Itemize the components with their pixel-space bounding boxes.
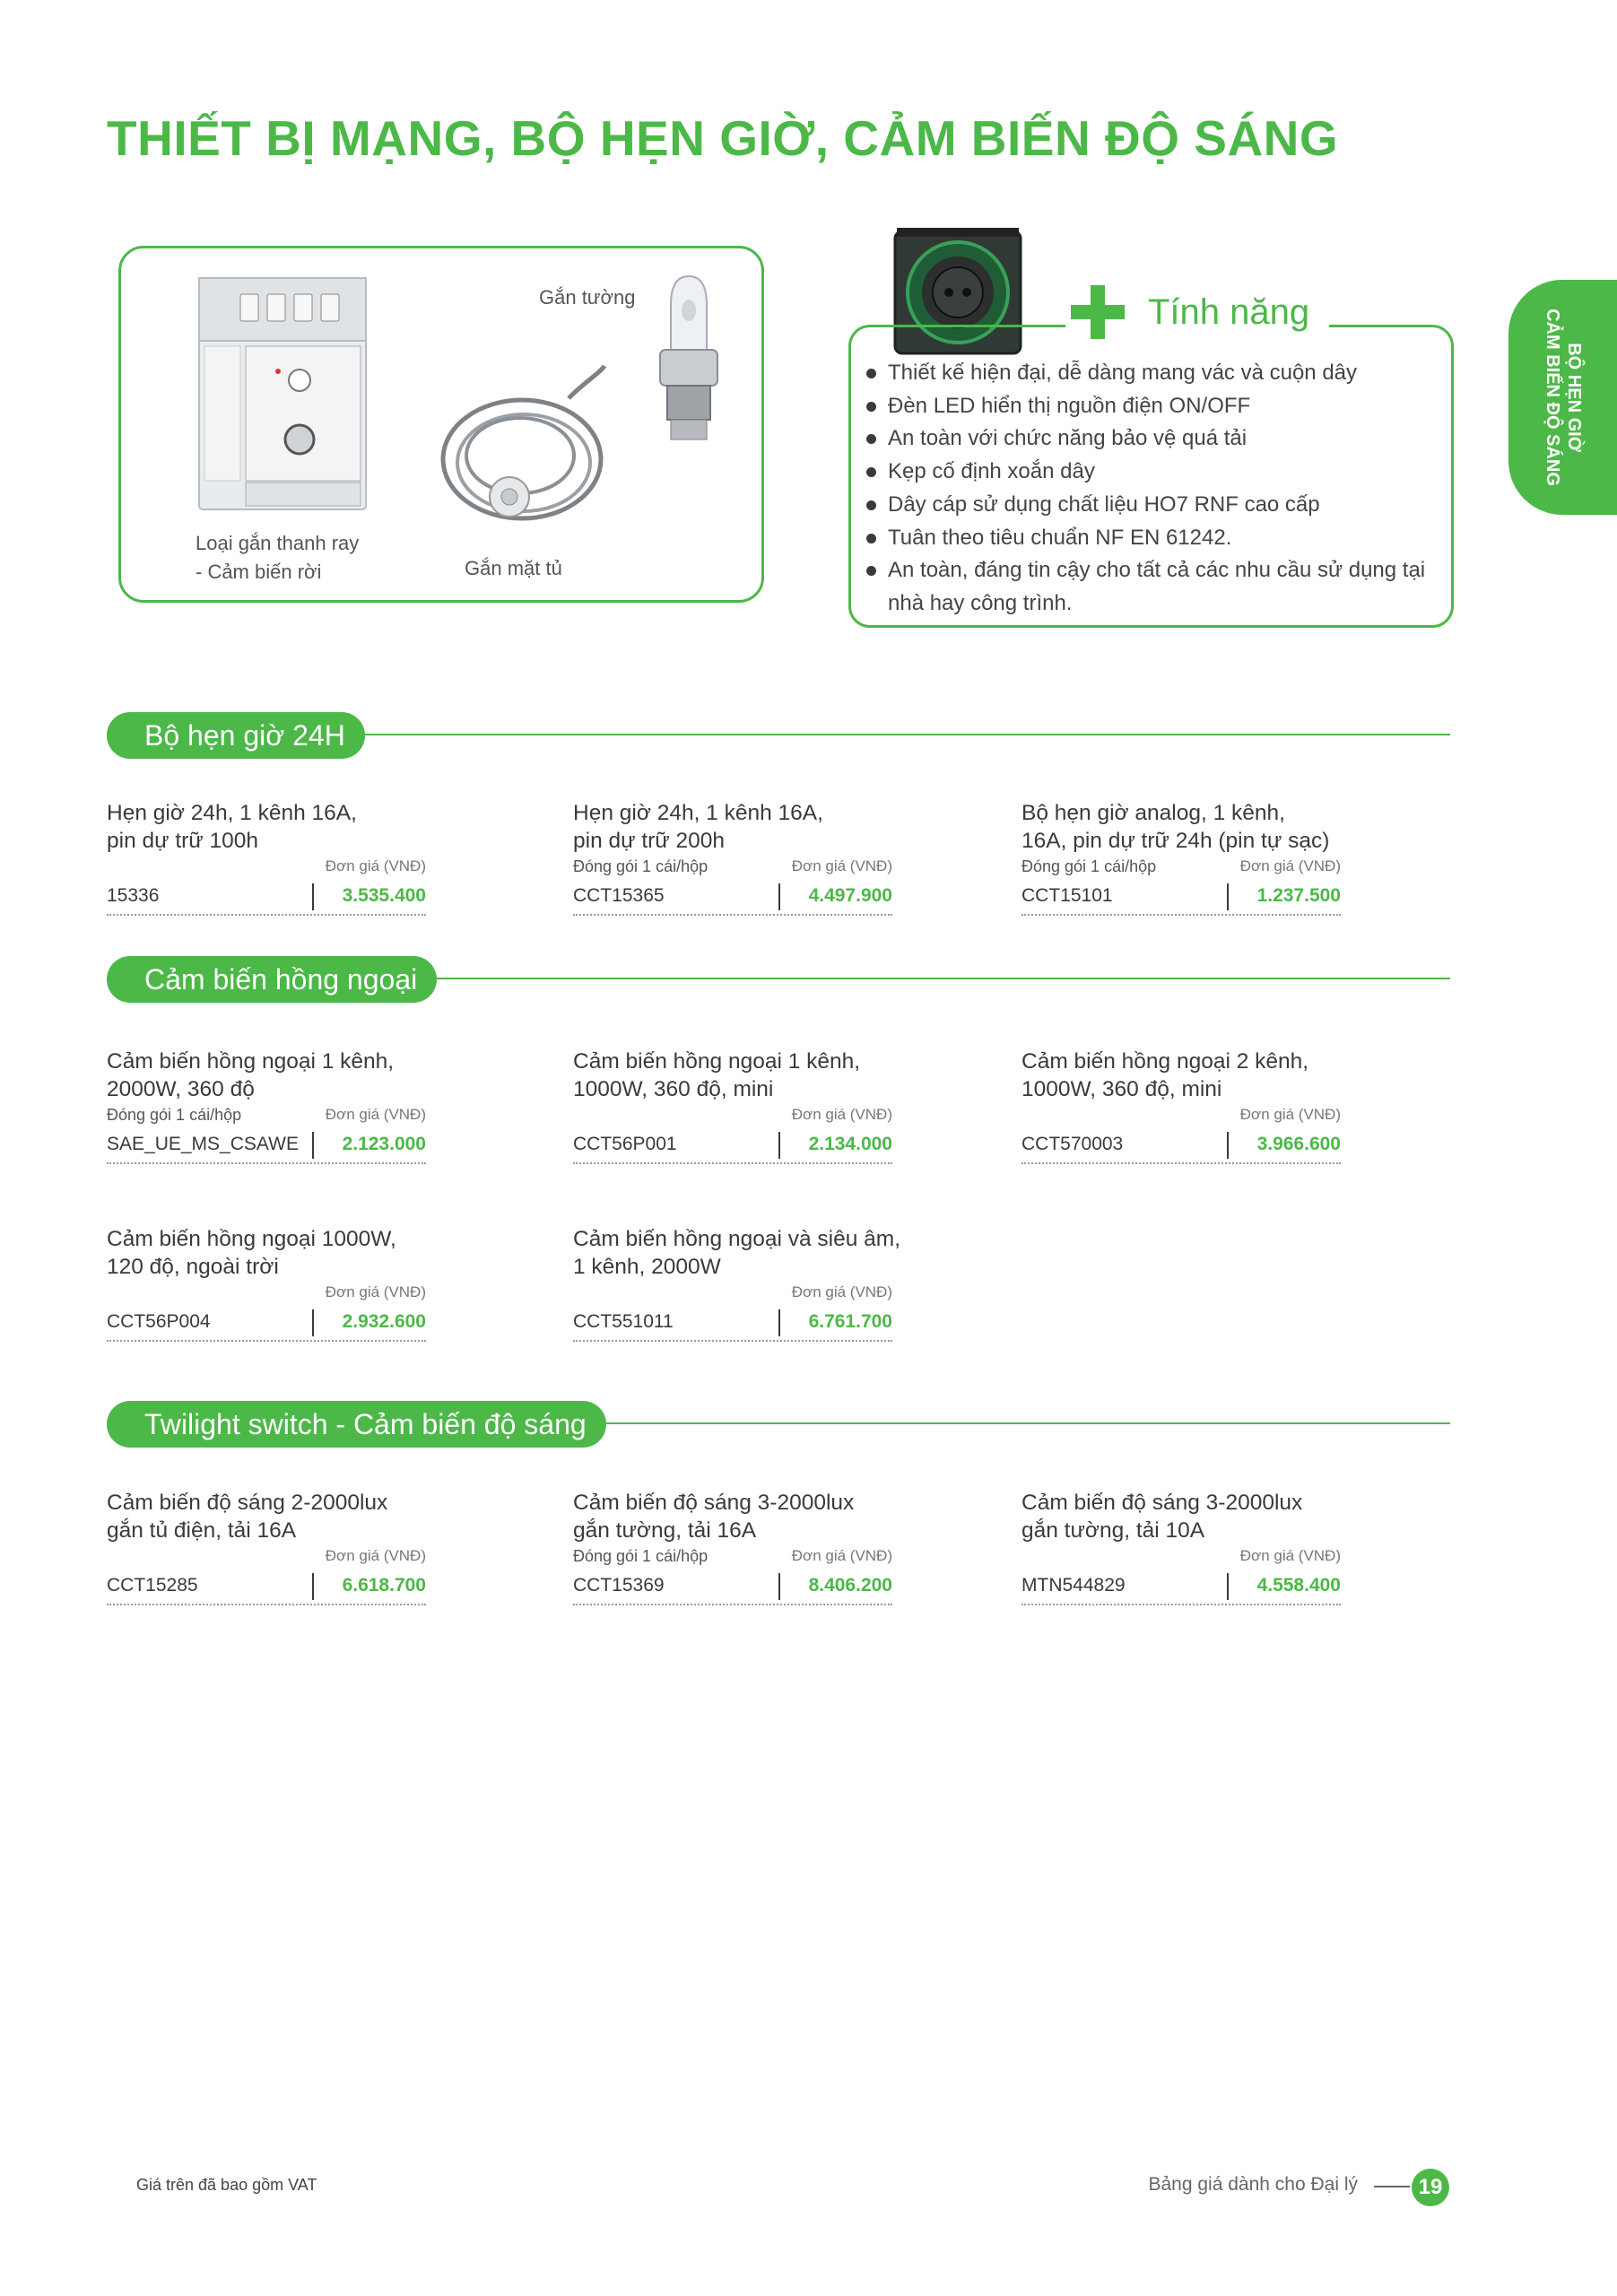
product-price: 6.761.700 [808, 1311, 892, 1332]
product-code: CCT56P001 [573, 1134, 677, 1154]
cabinet-sensor-cable-image [434, 362, 610, 538]
product-price: 4.558.400 [1256, 1575, 1341, 1596]
product-price: 8.406.200 [808, 1575, 892, 1596]
product-name-line-1: Cảm biến hồng ngoại 1 kênh, [573, 1049, 861, 1074]
product-card [1021, 1048, 1341, 1164]
caption-rail-mount: Loại gắn thanh ray [196, 532, 360, 554]
product-code: CCT551011 [573, 1311, 674, 1332]
product-code: CCT15101 [1021, 885, 1113, 906]
section-title-infrared: Cảm biến hồng ngoại [107, 956, 437, 1003]
wall-sensor-image [644, 269, 734, 448]
product-card [573, 799, 892, 916]
product-price: 4.497.900 [808, 885, 892, 906]
product-code: CCT56P004 [107, 1311, 211, 1332]
feature-item: Dây cáp sử dụng chất liệu HO7 RNF cao cấp [863, 489, 1446, 522]
footer-catalog-label: Bảng giá dành cho Đại lý [1148, 2174, 1358, 2195]
product-name-line-2: 1 kênh, 2000W [573, 1255, 721, 1279]
price-label: Đơn giá (VNĐ) [1239, 1547, 1341, 1564]
price-label: Đơn giá (VNĐ) [325, 1283, 426, 1300]
features-header [1065, 285, 1329, 339]
product-card [573, 1225, 900, 1342]
product-name-line-1: Cảm biến độ sáng 3-2000lux [1021, 1491, 1303, 1515]
footer-divider [1374, 2186, 1410, 2187]
product-packaging: Đóng gói 1 cái/hộp [573, 1547, 709, 1565]
product-name-line-2: pin dự trữ 100h [107, 829, 259, 853]
feature-item: An toàn, đáng tin cậy cho tất cả các nhu cầu sử dụng tại nhà hay công trình. [863, 554, 1446, 620]
product-name-line-2: 120 độ, ngoài trời [107, 1255, 279, 1279]
price-label: Đơn giá (VNĐ) [325, 857, 426, 874]
separator [1227, 1573, 1229, 1600]
feature-item: Tuân theo tiêu chuẩn NF EN 61242. [863, 522, 1446, 555]
product-name-line-1: Cảm biến hồng ngoại và siêu âm, [573, 1227, 900, 1251]
side-tab-line-2: CẢM BIẾN ĐỘ SÁNG [1542, 309, 1562, 486]
separator [312, 883, 314, 910]
page-title: THIẾT BỊ MẠNG, BỘ HẸN GIỜ, CẢM BIẾN ĐỘ SÁNG [107, 110, 1339, 166]
features-title: Tính năng [1148, 291, 1310, 332]
product-name-line-2: gắn tường, tải 16A [573, 1518, 757, 1543]
feature-item: Kẹp cố định xoắn dây [863, 456, 1446, 489]
footer-vat-note: Giá trên đã bao gồm VAT [136, 2176, 317, 2194]
separator [778, 1573, 780, 1600]
price-label: Đơn giá (VNĐ) [325, 1547, 426, 1564]
caption-wall-mount: Gắn tường [539, 286, 636, 309]
product-code: CCT15369 [573, 1575, 665, 1596]
product-card [1021, 1489, 1341, 1605]
side-tab [1508, 280, 1617, 515]
product-code: CCT15285 [107, 1575, 198, 1596]
price-label: Đơn giá (VNĐ) [791, 1547, 892, 1564]
product-packaging: Đóng gói 1 cái/hộp [1021, 857, 1157, 875]
side-tab-line-1: BỘ HẸN GIỜ [1563, 343, 1584, 452]
caption-cabinet-mount: Gắn mặt tủ [465, 557, 562, 579]
product-code: MTN544829 [1021, 1575, 1126, 1596]
product-name-line-1: Cảm biến hồng ngoại 2 kênh, [1021, 1049, 1309, 1074]
product-price: 2.134.000 [808, 1134, 892, 1154]
product-name-line-1: Cảm biến độ sáng 3-2000lux [573, 1491, 855, 1515]
product-price: 1.237.500 [1256, 885, 1341, 906]
product-name-line-2: 16A, pin dự trữ 24h (pin tự sạc) [1021, 829, 1330, 853]
product-price: 2.123.000 [342, 1134, 426, 1154]
separator [312, 1309, 314, 1336]
page-number: 19 [1412, 2169, 1449, 2206]
separator [778, 1309, 780, 1336]
separator [778, 883, 780, 910]
product-packaging: Đóng gói 1 cái/hộp [573, 857, 709, 875]
feature-item: An toàn với chức năng bảo vệ quá tải [863, 422, 1446, 456]
product-card [107, 799, 426, 916]
feature-item: Đèn LED hiển thị nguồn điện ON/OFF [863, 390, 1446, 423]
product-name-line-1: Bộ hẹn giờ analog, 1 kênh, [1021, 801, 1285, 825]
product-card [573, 1048, 892, 1164]
separator [1227, 1132, 1229, 1159]
product-card [107, 1225, 426, 1342]
product-name-line-1: Hẹn giờ 24h, 1 kênh 16A, [107, 801, 357, 825]
product-name-line-1: Cảm biến hồng ngoại 1 kênh, [107, 1049, 395, 1074]
product-name-line-2: 2000W, 360 độ [107, 1077, 255, 1101]
price-label: Đơn giá (VNĐ) [791, 1106, 892, 1123]
feature-item: Thiết kế hiện đại, dễ dàng mang vác và cuộn dây [863, 357, 1446, 390]
product-code: SAE_UE_MS_CSAWE [107, 1134, 299, 1154]
separator [1227, 883, 1229, 910]
product-card [107, 1048, 426, 1164]
product-name-line-2: gắn tủ điện, tải 16A [107, 1518, 297, 1543]
product-price: 2.932.600 [342, 1311, 426, 1332]
product-card [107, 1489, 426, 1605]
product-code: CCT15365 [573, 885, 665, 906]
price-label: Đơn giá (VNĐ) [1239, 857, 1341, 874]
product-card [573, 1489, 892, 1605]
features-list [863, 357, 1446, 621]
product-card [1021, 799, 1341, 916]
product-name-line-1: Hẹn giờ 24h, 1 kênh 16A, [573, 801, 823, 825]
product-name-line-2: pin dự trữ 200h [573, 829, 726, 853]
product-name-line-2: 1000W, 360 độ, mini [1021, 1077, 1222, 1101]
separator [312, 1132, 314, 1159]
product-name-line-2: 1000W, 360 độ, mini [573, 1077, 774, 1101]
separator [778, 1132, 780, 1159]
product-name-line-1: Cảm biến độ sáng 2-2000lux [107, 1491, 388, 1515]
din-rail-timer-image [192, 274, 371, 515]
separator [312, 1573, 314, 1600]
price-label: Đơn giá (VNĐ) [791, 1283, 892, 1300]
product-code: CCT570003 [1021, 1134, 1124, 1154]
product-price: 3.535.400 [342, 885, 426, 906]
caption-separate-sensor: - Cảm biến rời [196, 561, 322, 583]
product-price: 6.618.700 [342, 1575, 426, 1596]
product-price: 3.966.600 [1256, 1134, 1341, 1154]
product-name-line-1: Cảm biến hồng ngoại 1000W, [107, 1227, 396, 1251]
product-packaging: Đóng gói 1 cái/hộp [107, 1106, 242, 1124]
price-label: Đơn giá (VNĐ) [1239, 1106, 1341, 1123]
product-name-line-2: gắn tường, tải 10A [1021, 1518, 1205, 1543]
product-code: 15336 [107, 885, 160, 906]
price-label: Đơn giá (VNĐ) [791, 857, 892, 874]
plus-icon [1071, 285, 1125, 339]
section-title-twilight: Twilight switch - Cảm biến độ sáng [107, 1401, 606, 1448]
price-label: Đơn giá (VNĐ) [325, 1106, 426, 1123]
section-title-timer: Bộ hẹn giờ 24H [107, 712, 365, 759]
